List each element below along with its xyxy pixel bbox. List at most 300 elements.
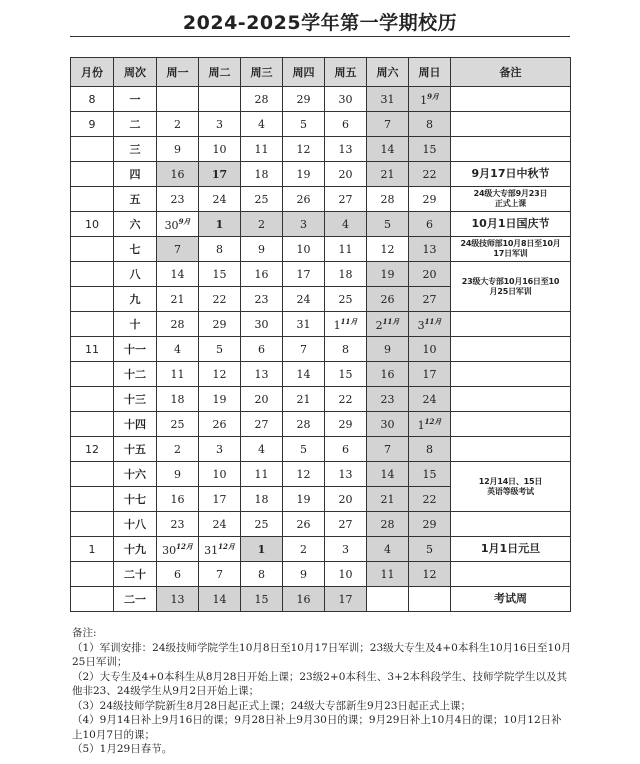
week-cell: 十七 — [114, 487, 157, 512]
table-row — [71, 562, 571, 587]
week-cell: 十三 — [114, 387, 157, 412]
day-number: 1 — [333, 318, 341, 332]
remark-cell — [451, 437, 571, 462]
day-cell — [283, 537, 325, 562]
day-cell — [241, 462, 283, 487]
day-number: 10 — [212, 467, 227, 481]
day-cell — [325, 562, 367, 587]
day-cell — [409, 437, 451, 462]
day-number: 13 — [338, 467, 353, 481]
day-number: 9 — [300, 567, 307, 581]
day-cell — [325, 362, 367, 387]
day-cell — [283, 337, 325, 362]
remark-cell — [451, 362, 571, 387]
day-cell — [199, 212, 241, 237]
day-number: 3 — [342, 542, 349, 556]
day-cell — [241, 487, 283, 512]
day-number: 5 — [384, 217, 391, 231]
table-row — [71, 112, 571, 137]
day-cell — [325, 387, 367, 412]
day-cell — [199, 537, 241, 562]
day-cell — [409, 187, 451, 212]
day-cell — [199, 312, 241, 337]
day-number: 2 — [174, 117, 181, 131]
month-cell — [71, 412, 114, 437]
day-cell — [367, 462, 409, 487]
day-cell — [367, 112, 409, 137]
day-cell — [199, 162, 241, 187]
day-cell — [157, 412, 199, 437]
day-cell — [409, 412, 451, 437]
notes-section — [72, 626, 572, 757]
day-cell — [157, 337, 199, 362]
day-cell — [199, 487, 241, 512]
day-number: 29 — [422, 517, 437, 531]
day-number: 17 — [338, 592, 353, 606]
day-cell — [325, 212, 367, 237]
day-cell — [283, 312, 325, 337]
day-number: 14 — [380, 142, 395, 156]
week-cell: 十 — [114, 312, 157, 337]
day-cell — [199, 237, 241, 262]
day-number: 7 — [300, 342, 307, 356]
day-number: 9 — [174, 467, 181, 481]
day-cell — [157, 537, 199, 562]
header-row — [71, 58, 571, 87]
day-cell — [283, 262, 325, 287]
table-row — [71, 212, 571, 237]
day-number: 31 — [204, 543, 219, 557]
table-row — [71, 312, 571, 337]
day-number: 24 — [212, 517, 227, 531]
week-cell: 十九 — [114, 537, 157, 562]
day-cell — [283, 437, 325, 462]
day-cell — [325, 137, 367, 162]
day-cell — [325, 437, 367, 462]
day-cell — [409, 337, 451, 362]
month-marker: 9月 — [178, 216, 191, 226]
week-cell: 五 — [114, 187, 157, 212]
day-number: 19 — [296, 167, 311, 181]
day-number: 24 — [422, 392, 437, 406]
day-number: 20 — [422, 267, 437, 281]
remark-cell — [451, 387, 571, 412]
day-number: 26 — [212, 417, 227, 431]
day-number: 17 — [296, 267, 311, 281]
day-cell — [157, 362, 199, 387]
day-number: 22 — [422, 492, 437, 506]
header-sun: 周日 — [409, 58, 451, 87]
remark-cell: 24级大专部9月23日 正式上课 — [451, 187, 571, 212]
day-cell — [367, 137, 409, 162]
week-cell: 十五 — [114, 437, 157, 462]
month-marker: 11月 — [340, 316, 358, 326]
day-cell — [325, 412, 367, 437]
day-cell — [283, 87, 325, 112]
day-number: 28 — [254, 92, 269, 106]
day-number: 2 — [300, 542, 307, 556]
day-cell — [157, 112, 199, 137]
day-number: 6 — [342, 442, 349, 456]
day-number: 18 — [170, 392, 185, 406]
day-cell — [283, 462, 325, 487]
table-row — [71, 362, 571, 387]
day-number: 19 — [380, 267, 395, 281]
day-cell — [157, 562, 199, 587]
day-cell — [199, 87, 241, 112]
day-number: 16 — [296, 592, 311, 606]
day-number: 5 — [300, 442, 307, 456]
day-number: 28 — [380, 517, 395, 531]
day-cell — [367, 387, 409, 412]
day-number: 27 — [254, 417, 269, 431]
day-cell — [157, 387, 199, 412]
day-number: 30 — [164, 218, 179, 232]
day-number: 15 — [422, 142, 437, 156]
day-number: 3 — [216, 117, 223, 131]
day-number: 29 — [212, 317, 227, 331]
day-number: 4 — [174, 342, 181, 356]
day-cell — [283, 162, 325, 187]
day-cell — [367, 187, 409, 212]
day-number: 1 — [420, 93, 428, 107]
day-cell — [199, 462, 241, 487]
day-cell — [325, 512, 367, 537]
day-cell — [241, 562, 283, 587]
week-cell: 二一 — [114, 587, 157, 612]
remark-cell: 考试周 — [451, 587, 571, 612]
day-cell — [367, 362, 409, 387]
month-marker: 12月 — [218, 541, 235, 551]
day-number: 12 — [296, 142, 311, 156]
day-cell — [325, 287, 367, 312]
day-number: 11 — [254, 142, 269, 156]
month-cell — [71, 387, 114, 412]
day-cell — [283, 562, 325, 587]
header-wed: 周三 — [241, 58, 283, 87]
day-number: 8 — [342, 342, 349, 356]
day-number: 4 — [258, 442, 265, 456]
note-line: （4）9月14日补上9月16日的课；9月28日补上9月30日的课；9月29日补上10月4日的课；10月12日补上10月7日的课； — [72, 714, 562, 741]
day-number: 26 — [296, 517, 311, 531]
day-number: 25 — [170, 417, 185, 431]
month-cell: 12 — [71, 437, 114, 462]
day-number: 1 — [417, 418, 425, 432]
month-cell — [71, 237, 114, 262]
day-number: 28 — [380, 192, 395, 206]
day-number: 19 — [212, 392, 227, 406]
day-number: 22 — [338, 392, 353, 406]
table-row — [71, 262, 571, 287]
header-remarks: 备注 — [451, 58, 571, 87]
week-cell: 二 — [114, 112, 157, 137]
day-number: 10 — [338, 567, 353, 581]
day-cell — [367, 262, 409, 287]
month-cell — [71, 262, 114, 287]
day-cell — [157, 437, 199, 462]
day-cell — [241, 512, 283, 537]
day-cell — [283, 487, 325, 512]
week-cell: 四 — [114, 162, 157, 187]
remark-cell — [451, 412, 571, 437]
day-number: 6 — [258, 342, 265, 356]
header-mon: 周一 — [157, 58, 199, 87]
day-number: 29 — [422, 192, 437, 206]
month-cell — [71, 137, 114, 162]
day-cell — [241, 137, 283, 162]
day-cell — [409, 462, 451, 487]
day-number: 7 — [216, 567, 223, 581]
day-number: 21 — [296, 392, 311, 406]
day-number: 7 — [384, 442, 391, 456]
header-sat: 周六 — [367, 58, 409, 87]
day-cell — [367, 87, 409, 112]
page-title: 2024-2025学年第一学期校历 — [182, 12, 458, 34]
day-cell — [283, 237, 325, 262]
week-cell: 十六 — [114, 462, 157, 487]
month-cell — [71, 562, 114, 587]
title-divider — [70, 36, 570, 37]
day-number: 3 — [300, 217, 307, 231]
day-number: 29 — [296, 92, 311, 106]
day-cell — [325, 537, 367, 562]
day-number: 10 — [212, 142, 227, 156]
day-number: 9 — [174, 142, 181, 156]
day-number: 15 — [212, 267, 227, 281]
week-cell: 七 — [114, 237, 157, 262]
day-cell — [283, 187, 325, 212]
day-number: 12 — [212, 367, 227, 381]
remark-cell: 23级大专部10月16日至10 月25日军训 — [451, 262, 571, 312]
day-cell — [199, 412, 241, 437]
day-cell — [157, 487, 199, 512]
day-number: 31 — [296, 317, 311, 331]
month-cell: 8 — [71, 87, 114, 112]
day-cell — [325, 462, 367, 487]
notes-heading: 备注: — [72, 627, 97, 639]
day-cell — [367, 287, 409, 312]
day-cell — [241, 187, 283, 212]
week-cell: 十四 — [114, 412, 157, 437]
day-number: 11 — [170, 367, 185, 381]
day-number: 8 — [426, 442, 433, 456]
day-cell — [157, 587, 199, 612]
day-cell — [157, 512, 199, 537]
day-number: 5 — [216, 342, 223, 356]
month-marker: 11月 — [382, 316, 400, 326]
day-cell — [241, 162, 283, 187]
day-cell — [283, 512, 325, 537]
day-cell — [241, 112, 283, 137]
remark-cell: 1月1日元旦 — [451, 537, 571, 562]
day-number: 18 — [254, 492, 269, 506]
day-number: 26 — [380, 292, 395, 306]
day-cell — [325, 487, 367, 512]
table-row — [71, 512, 571, 537]
calendar-body — [71, 87, 571, 612]
day-cell — [367, 512, 409, 537]
remark-cell — [451, 137, 571, 162]
note-line: （2）大专生及4+0本科生从8月28日开始上课；23级2+0本科生、3+2本科段学生、技师学院学生以及其他非23、24级学生从9月2日开始上课； — [72, 670, 568, 697]
day-cell — [325, 587, 367, 612]
day-number: 13 — [422, 242, 437, 256]
week-cell: 三 — [114, 137, 157, 162]
table-row — [71, 462, 571, 487]
day-cell — [157, 87, 199, 112]
table-row — [71, 187, 571, 212]
day-number: 4 — [384, 542, 391, 556]
day-number: 26 — [296, 192, 311, 206]
table-row — [71, 87, 571, 112]
day-cell — [409, 487, 451, 512]
day-cell — [325, 187, 367, 212]
day-number: 12 — [422, 567, 437, 581]
day-cell — [199, 587, 241, 612]
day-cell — [409, 512, 451, 537]
day-cell — [241, 287, 283, 312]
table-row — [71, 387, 571, 412]
day-number: 18 — [338, 267, 353, 281]
day-number: 17 — [212, 492, 227, 506]
day-number: 27 — [338, 517, 353, 531]
day-cell — [241, 362, 283, 387]
day-number: 9 — [384, 342, 391, 356]
day-cell — [409, 562, 451, 587]
day-cell — [325, 112, 367, 137]
day-number: 2 — [174, 442, 181, 456]
day-cell — [325, 162, 367, 187]
day-number: 25 — [254, 192, 269, 206]
day-number: 10 — [296, 242, 311, 256]
day-number: 15 — [254, 592, 269, 606]
month-cell — [71, 162, 114, 187]
week-cell: 十二 — [114, 362, 157, 387]
day-number: 8 — [216, 242, 223, 256]
table-row — [71, 412, 571, 437]
day-number: 14 — [170, 267, 185, 281]
week-cell: 一 — [114, 87, 157, 112]
day-number: 23 — [170, 517, 185, 531]
day-cell — [283, 362, 325, 387]
day-cell — [409, 87, 451, 112]
remark-cell — [451, 562, 571, 587]
day-number: 22 — [212, 292, 227, 306]
day-number: 30 — [338, 92, 353, 106]
day-number: 24 — [296, 292, 311, 306]
day-number: 4 — [258, 117, 265, 131]
day-cell — [325, 337, 367, 362]
month-cell: 9 — [71, 112, 114, 137]
day-cell — [241, 212, 283, 237]
day-cell — [367, 212, 409, 237]
day-number: 2 — [375, 318, 383, 332]
day-number: 13 — [170, 592, 185, 606]
week-cell: 九 — [114, 287, 157, 312]
day-number: 7 — [384, 117, 391, 131]
day-number: 12 — [296, 467, 311, 481]
day-number: 3 — [216, 442, 223, 456]
day-number: 15 — [422, 467, 437, 481]
day-cell — [157, 137, 199, 162]
day-cell — [367, 162, 409, 187]
day-cell — [409, 387, 451, 412]
day-number: 13 — [338, 142, 353, 156]
day-cell — [283, 587, 325, 612]
day-number: 15 — [338, 367, 353, 381]
calendar-table — [70, 57, 571, 612]
day-cell — [409, 362, 451, 387]
month-cell — [71, 587, 114, 612]
day-cell — [241, 537, 283, 562]
day-number: 2 — [258, 217, 265, 231]
day-cell — [241, 587, 283, 612]
day-cell — [199, 387, 241, 412]
day-cell — [409, 112, 451, 137]
day-number: 8 — [426, 117, 433, 131]
month-cell — [71, 287, 114, 312]
day-number: 20 — [338, 167, 353, 181]
day-number: 5 — [300, 117, 307, 131]
day-cell — [199, 362, 241, 387]
week-cell: 八 — [114, 262, 157, 287]
day-number: 8 — [258, 567, 265, 581]
day-number: 23 — [170, 192, 185, 206]
day-number: 6 — [174, 567, 181, 581]
day-cell — [157, 262, 199, 287]
day-cell — [283, 287, 325, 312]
day-number: 23 — [254, 292, 269, 306]
day-cell — [283, 412, 325, 437]
day-number: 7 — [174, 242, 181, 256]
month-marker: 12月 — [424, 416, 442, 426]
day-number: 16 — [380, 367, 395, 381]
week-cell: 六 — [114, 212, 157, 237]
day-number: 28 — [296, 417, 311, 431]
day-cell — [157, 162, 199, 187]
remark-cell: 10月1日国庆节 — [451, 212, 571, 237]
day-number: 25 — [338, 292, 353, 306]
remark-cell: 24级技师部10月8日至10月 17日军训 — [451, 237, 571, 262]
day-cell — [199, 512, 241, 537]
day-number: 21 — [380, 167, 395, 181]
day-cell — [241, 262, 283, 287]
day-number: 16 — [170, 492, 185, 506]
day-number: 10 — [422, 342, 437, 356]
day-cell — [367, 312, 409, 337]
month-cell: 1 — [71, 537, 114, 562]
day-number: 3 — [417, 318, 425, 332]
day-cell — [241, 412, 283, 437]
day-cell — [325, 237, 367, 262]
header-week: 周次 — [114, 58, 157, 87]
day-cell — [409, 262, 451, 287]
day-cell — [157, 187, 199, 212]
day-cell — [241, 337, 283, 362]
day-cell — [241, 237, 283, 262]
week-cell: 十八 — [114, 512, 157, 537]
day-cell — [199, 562, 241, 587]
day-cell — [199, 112, 241, 137]
month-cell — [71, 487, 114, 512]
day-cell — [409, 162, 451, 187]
day-number: 11 — [338, 242, 353, 256]
day-number: 14 — [380, 467, 395, 481]
month-cell — [71, 512, 114, 537]
day-number: 31 — [380, 92, 395, 106]
day-number: 20 — [254, 392, 269, 406]
day-cell — [241, 387, 283, 412]
day-number: 21 — [170, 292, 185, 306]
